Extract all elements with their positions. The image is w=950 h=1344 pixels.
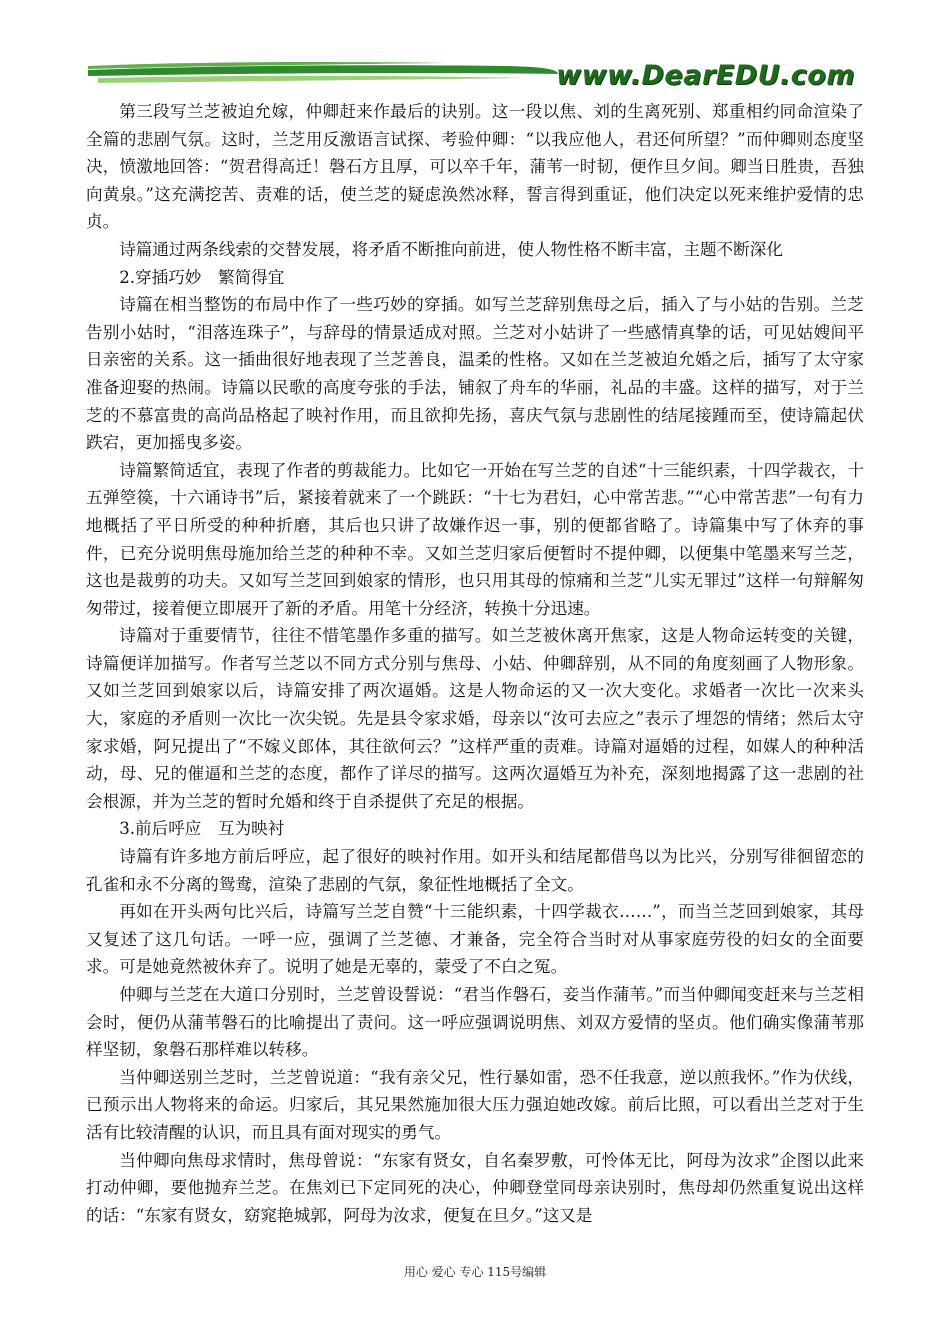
paragraph: 诗篇繁简适宜，表现了作者的剪裁能力。比如它一开始在写兰芝的自述“十三能织素，十四学裁衣，十五弹箜篌，十六诵诗书”后，紧接着就来了一个跳跃：“十七为君妇，心中常苦悲。”“心中常苦悲”一句有力地概括了平日所受的种种折磨，其后也只讲了故嫌作迟一事，别的便都省略了。诗篇集中写了休弃的事件，已充分说明焦母施加给兰芝的种种不幸。又如兰芝归家后便暂时不提仲卿，以便集中笔墨来写兰芝，这也是裁剪的功夫。又如写兰芝回到娘家的情形，也只用其母的惊痛和兰芝“儿实无罪过”这样一句辩解匆匆带过，接着便立即展开了新的矛盾。用笔十分经济，转换十分迅速。 [86,460,864,618]
section-heading: 2.穿插巧妙 繁简得宜 [119,267,285,287]
paragraph: 诗篇通过两条线索的交替发展，将矛盾不断推向前进，使人物性格不断丰富，主题不断深化 [119,239,783,259]
page-footer: 用心 爱心 专心 115号编辑 [403,1265,547,1279]
article-body [86,98,864,1229]
site-logo: www.DearEDU.com [556,60,855,91]
paragraph: 第三段写兰芝被迫允嫁，仲卿赶来作最后的诀别。这一段以焦、刘的生离死别、郑重相约同命渲染了全篇的悲剧气氛。这时，兰芝用反激语言试探、考验仲卿：“以我应他人，君还何所望？”而仲卿则态度坚决，愤激地回答：“贺君得高迁！磐石方且厚，可以卒千年，蒲苇一时韧，便作旦夕间。卿当日胜贵，吾独向黄泉。”这充满挖苦、责难的话，使兰芝的疑虑涣然冰释，誓言得到重证，他们决定以死来维护爱情的忠贞。 [86,102,864,232]
paragraph: 仲卿与兰芝在大道口分别时，兰芝曾设誓说：“君当作磐石，妾当作蒲苇。”而当仲卿闻变赶来与兰芝相会时，便仍从蒲苇磐石的比喻提出了责问。这一呼应强调说明焦、刘双方爱情的坚贞。他们确实像蒲苇那样坚韧，象磐石那样难以转移。 [86,985,864,1060]
paragraph: 诗篇有许多地方前后呼应，起了很好的映衬作用。如开头和结尾都借鸟以为比兴，分别写徘徊留恋的孔雀和永不分离的鸳鸯，渲染了悲剧的气氛，象征性地概括了全文。 [86,847,864,894]
paragraph: 当仲卿向焦母求情时，焦母曾说：“东家有贤女，自名秦罗敷，可怜体无比，阿母为汝求”企图以此来打动仲卿，要他抛弃兰芝。在焦刘已下定同死的决心，仲卿登堂同母亲诀别时，焦母却仍然重复说出这样的话：“东家有贤女，窈窕艳城郭，阿母为汝求，便复在旦夕。”这又是 [86,1150,864,1225]
paragraph: 诗篇在相当整饬的布局中作了一些巧妙的穿插。如写兰芝辞别焦母之后，插入了与小姑的告别。兰芝告别小姑时，“泪落连珠子”，与辞母的情景适成对照。兰芝对小姑讲了一些感情真挚的话，可见姑嫂间平日亲密的关系。这一插曲很好地表现了兰芝善良，温柔的性格。又如在兰芝被迫允婚之后，插写了太守家准备迎娶的热闹。诗篇以民歌的高度夸张的手法，铺叙了舟车的华丽，礼品的丰盛。这样的描写，对于兰芝的不慕富贵的高尚品格起了映衬作用，而且欲抑先扬，喜庆气氛与悲剧性的结尾接踵而至，使诗篇起伏跌宕，更加摇曳多姿。 [86,295,864,453]
paragraph: 诗篇对于重要情节，往往不惜笔墨作多重的描写。如兰芝被休离开焦家，这是人物命运转变的关键，诗篇便详加描写。作者写兰芝以不同方式分别与焦母、小姑、仲卿辞别，从不同的角度刻画了人物形象。又如兰芝回到娘家以后，诗篇安排了两次逼婚。这是人物命运的又一次大变化。求婚者一次比一次来头大，家庭的矛盾则一次比一次尖锐。先是县令家求婚，母亲以“汝可去应之”表示了埋怨的情绪；然后太守家求婚，阿兄提出了“不嫁义郎体，其往欲何云？”这样严重的责难。诗篇对逼婚的过程，如媒人的种种活动，母、兄的催逼和兰芝的态度，都作了详尽的描写。这两次逼婚互为补充，深刻地揭露了这一悲剧的社会根源，并为兰芝的暂时允婚和终于自杀提供了充足的根据。 [86,626,864,811]
page-header [88,56,863,92]
section-heading: 3.前后呼应 互为映衬 [119,819,285,839]
paragraph: 当仲卿送别兰芝时，兰芝曾说道：“我有亲父兄，性行暴如雷，恐不任我意，逆以煎我怀。”作为伏线，已预示出人物将来的命运。归家后，其兄果然施加很大压力强迫她改嫁。前后比照，可以看出兰芝对于生活有比较清醒的认识，而且具有面对现实的勇气。 [86,1067,864,1142]
paragraph: 再如在开头两句比兴后，诗篇写兰芝自赞“十三能织素，十四学裁衣……”，而当兰芝回到娘家，其母又复述了这几句话。一呼一应，强调了兰芝德、才兼备，完全符合当时对从事家庭劳役的妇女的全面要求。可是她竟然被休弃了。说明了她是无辜的，蒙受了不白之冤。 [86,902,864,977]
